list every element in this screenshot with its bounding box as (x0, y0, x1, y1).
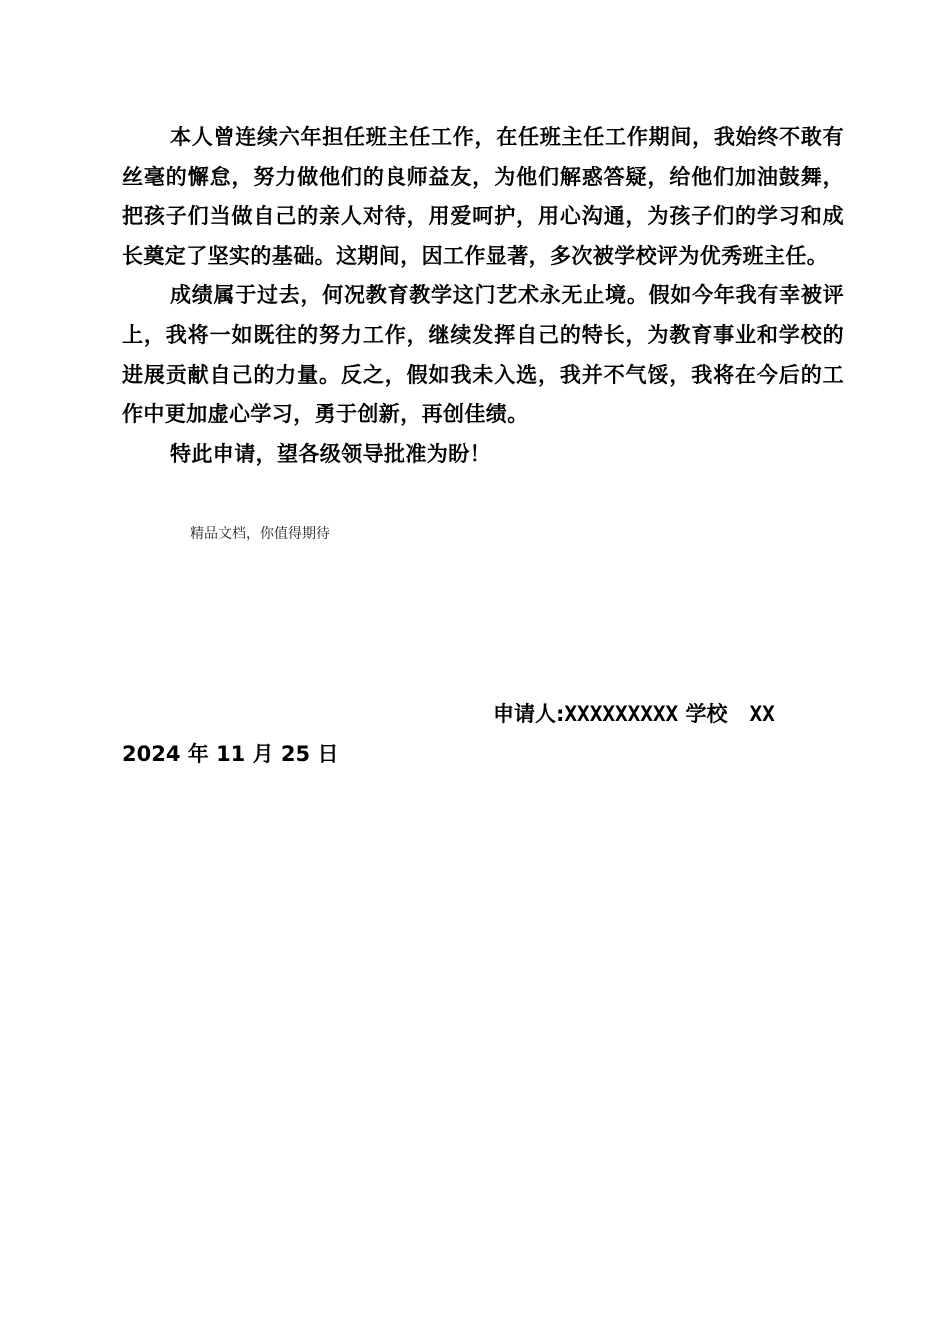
letter-body (122, 118, 844, 474)
paragraph-experience: 本人曾连续六年担任班主任工作，在任班主任工作期间，我始终不敢有丝毫的懈怠，努力做他们的良师益友，为他们解惑答疑，给他们加油鼓舞，把孩子们当做自己的亲人对待，用爱呵护，用心沟通，为孩子们的学习和成长奠定了坚实的基础。这期间，因工作显著，多次被学校评为优秀班主任。 (122, 125, 844, 268)
signature-line (493, 698, 775, 730)
paragraph-commitment: 成绩属于过去，何况教育教学这门艺术永无止境。假如今年我有幸被评上，我将一如既往的努力工作，继续发挥自己的特长，为教育事业和学校的进展贡献自己的力量。反之，假如我未入选，我并不气馁，我将在今后的工作中更加虚心学习，勇于创新，再创佳绩。 (122, 283, 844, 427)
signature-name: XXXXXXXXX (564, 702, 679, 726)
footnote-text: 精品文档，你值得期待 (190, 526, 330, 542)
paragraph-closing: 特此申请，望各级领导批准为盼！ (170, 441, 491, 466)
signature-school: 学校 (685, 702, 728, 726)
signature-prefix: 申请人: (493, 702, 565, 726)
date-line: 2024 年 11 月 25 日 (122, 742, 339, 766)
signature-suffix: XX (749, 702, 775, 726)
